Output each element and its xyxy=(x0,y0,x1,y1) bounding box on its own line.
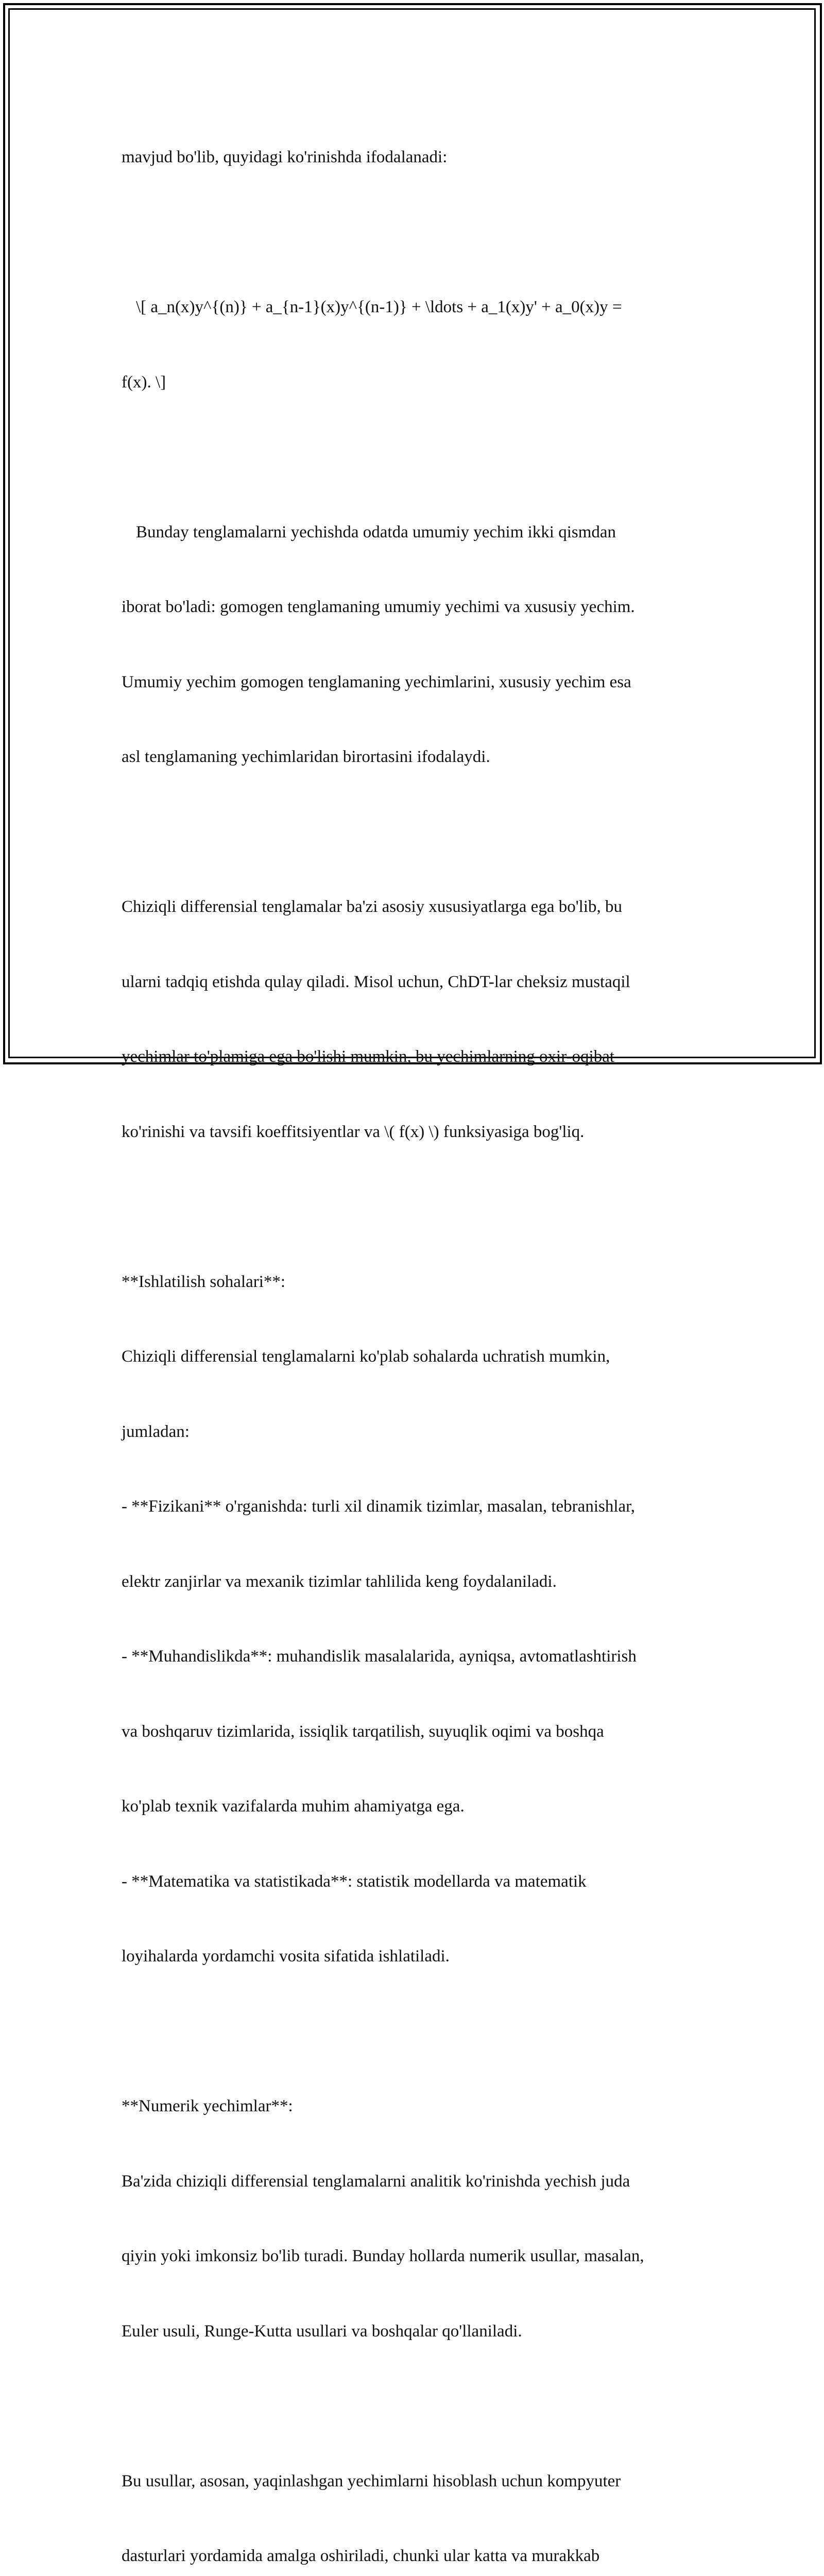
paragraph-numerical-solutions xyxy=(122,2044,714,2394)
text-line: ko'plab texnik vazifalarda muhim ahamiyatga ega. xyxy=(122,1794,714,1819)
list-item: - **Muhandislikda**: muhandislik masalalarida, ayniqsa, avtomatlashtirish xyxy=(122,1644,714,1669)
text-line: Euler usuli, Runge-Kutta usullari va boshqalar qo'llaniladi. xyxy=(122,2319,714,2344)
paragraph-solution-structure xyxy=(122,470,714,820)
text-line: jumladan: xyxy=(122,1419,714,1445)
text-line: f(x). \] xyxy=(122,370,714,395)
section-heading: **Numerik yechimlar**: xyxy=(122,2094,714,2119)
text-line: dasturlari yordamida amalga oshiriladi, chunki ular katta va murakkab xyxy=(122,2544,714,2569)
paragraph-applications xyxy=(122,1219,714,2019)
text-line: Bu usullar, asosan, yaqinlashgan yechimlarni hisoblash uchun kompyuter xyxy=(122,2469,714,2494)
text-line: Bunday tenglamalarni yechishda odatda umumiy yechim ikki qismdan xyxy=(122,520,714,545)
section-heading: **Ishlatilish sohalari**: xyxy=(122,1269,714,1295)
paragraph-intro xyxy=(122,95,714,220)
paragraph-computation xyxy=(122,2419,714,2576)
text-line: Umumiy yechim gomogen tenglamaning yechimlarini, xususiy yechim esa xyxy=(122,670,714,695)
text-line: va boshqaruv tizimlarida, issiqlik tarqatilish, suyuqlik oqimi va boshqa xyxy=(122,1719,714,1744)
list-item: - **Matematika va statistikada**: statistik modellarda va matematik xyxy=(122,1869,714,1894)
paragraph-properties xyxy=(122,844,714,1194)
text-line: iborat bo'ladi: gomogen tenglamaning umumiy yechimi va xususiy yechim. xyxy=(122,595,714,620)
text-line: asl tenglamaning yechimlaridan birortasini ifodalaydi. xyxy=(122,744,714,770)
text-line: ko'rinishi va tavsifi koeffitsiyentlar va \( f(x) \) funksiyasiga bog'liq. xyxy=(122,1120,714,1145)
text-line: yechimlar to'plamiga ega bo'lishi mumkin, bu yechimlarning oxir-oqibat xyxy=(122,1044,714,1070)
document-body xyxy=(122,95,714,2576)
text-line: ularni tadqiq etishda qulay qiladi. Misol uchun, ChDT-lar cheksiz mustaqil xyxy=(122,970,714,995)
text-line: mavjud bo'lib, quyidagi ko'rinishda ifodalanadi: xyxy=(122,145,714,170)
text-line: Chiziqli differensial tenglamalar ba'zi asosiy xususiyatlarga ega bo'lib, bu xyxy=(122,894,714,920)
text-line: \[ a_n(x)y^{(n)} + a_{n-1}(x)y^{(n-1)} + \ldots + a_1(x)y' + a_0(x)y = xyxy=(122,295,714,320)
list-item: - **Fizikani** o'rganishda: turli xil dinamik tizimlar, masalan, tebranishlar, xyxy=(122,1494,714,1519)
text-line: qiyin yoki imkonsiz bo'lib turadi. Bunday hollarda numerik usullar, masalan, xyxy=(122,2244,714,2269)
text-line: Chiziqli differensial tenglamalarni ko'plab sohalarda uchratish mumkin, xyxy=(122,1344,714,1369)
paragraph-equation xyxy=(122,245,714,445)
text-line: elektr zanjirlar va mexanik tizimlar tahlilida keng foydalaniladi. xyxy=(122,1569,714,1595)
text-line: loyihalarda yordamchi vosita sifatida ishlatiladi. xyxy=(122,1944,714,1969)
text-line: Ba'zida chiziqli differensial tenglamalarni analitik ko'rinishda yechish juda xyxy=(122,2169,714,2194)
